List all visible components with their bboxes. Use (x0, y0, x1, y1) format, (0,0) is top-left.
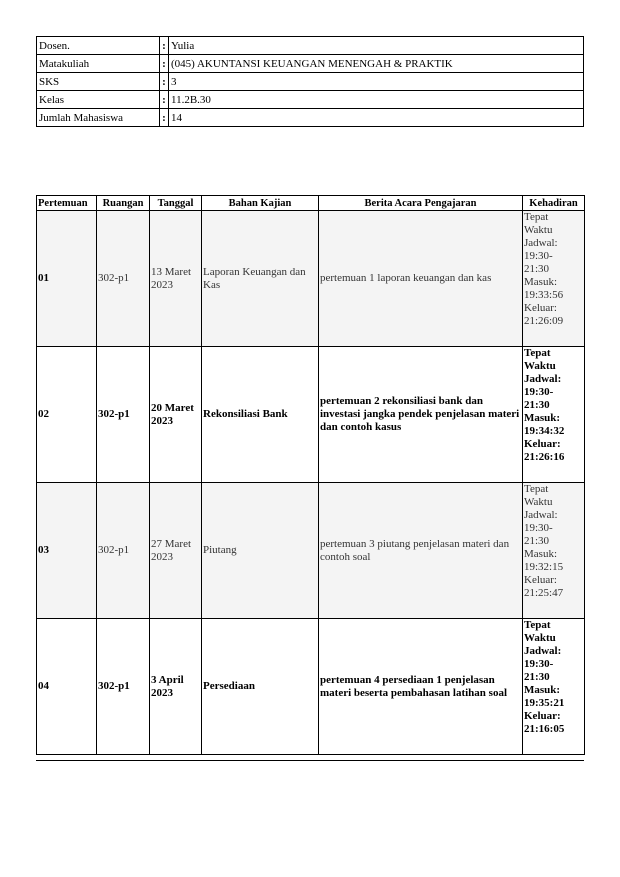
info-label: Kelas (37, 91, 160, 109)
info-label: Dosen. (37, 37, 160, 55)
att-line: Tepat (524, 347, 551, 359)
att-line: Waktu (524, 224, 553, 236)
info-value: (045) AKUNTANSI KEUANGAN MENENGAH & PRAKTIK (169, 55, 584, 73)
att-line: Jadwal: (524, 373, 562, 385)
att-line: 21:30 (524, 535, 550, 547)
att-line: 21:16:05 (524, 723, 565, 735)
cell-tanggal: 20 Maret 2023 (150, 347, 202, 483)
header-kehadiran: Kehadiran (523, 196, 585, 211)
att-line: Masuk: (524, 548, 557, 560)
cell-ruangan: 302-p1 (97, 211, 150, 347)
table-row (37, 347, 585, 483)
cell-bahan-kajian: Piutang (202, 483, 319, 619)
att-line: Masuk: (524, 412, 561, 424)
att-line: 21:25:47 (524, 587, 564, 599)
att-line: Tepat (524, 619, 551, 631)
att-line: 19:30- (524, 250, 553, 262)
att-line: Waktu (524, 360, 556, 372)
att-line: 19:33:56 (524, 289, 564, 301)
schedule-header-row (37, 196, 585, 211)
info-value: 3 (169, 73, 584, 91)
att-line: 19:30- (524, 522, 553, 534)
info-row-jumlah-mahasiswa (37, 109, 584, 127)
table-row (37, 483, 585, 619)
info-row-dosen (37, 37, 584, 55)
info-separator: : (160, 91, 169, 109)
att-line: 21:30 (524, 671, 550, 683)
header-bahan-kajian: Bahan Kajian (202, 196, 319, 211)
info-row-matakuliah (37, 55, 584, 73)
cell-bahan-kajian: Laporan Keuangan dan Kas (202, 211, 319, 347)
table-row (37, 211, 585, 347)
cell-bahan-kajian: Rekonsiliasi Bank (202, 347, 319, 483)
info-label: Matakuliah (37, 55, 160, 73)
header-berita-acara: Berita Acara Pengajaran (319, 196, 523, 211)
att-line: Keluar: (524, 438, 561, 450)
att-line: Tepat (524, 211, 549, 223)
cell-ruangan: 302-p1 (97, 619, 150, 755)
cell-pertemuan: 02 (37, 347, 97, 483)
table-row (37, 619, 585, 755)
info-separator: : (160, 37, 169, 55)
att-line: 21:30 (524, 263, 550, 275)
att-line: Tepat (524, 483, 549, 495)
att-line: Masuk: (524, 684, 561, 696)
att-line: 21:30 (524, 399, 550, 411)
att-line: 19:30- (524, 658, 554, 670)
att-line: 19:35:21 (524, 697, 565, 709)
att-line: 19:32:15 (524, 561, 564, 573)
info-value: Yulia (169, 37, 584, 55)
info-value: 14 (169, 109, 584, 127)
cell-kehadiran (523, 211, 585, 347)
att-line: Jadwal: (524, 509, 558, 521)
header-tanggal: Tanggal (150, 196, 202, 211)
att-line: Keluar: (524, 710, 561, 722)
info-separator: : (160, 73, 169, 91)
cell-berita-acara: pertemuan 2 rekonsiliasi bank dan investasi jangka pendek penjelasan materi dan contoh kasus (319, 347, 523, 483)
cell-kehadiran (523, 483, 585, 619)
cell-ruangan: 302-p1 (97, 483, 150, 619)
att-line: 21:26:16 (524, 451, 565, 463)
header-pertemuan: Pertemuan (37, 196, 97, 211)
cell-kehadiran (523, 347, 585, 483)
cell-pertemuan: 01 (37, 211, 97, 347)
att-line: 19:30- (524, 386, 554, 398)
cell-bahan-kajian: Persediaan (202, 619, 319, 755)
att-line: Waktu (524, 496, 553, 508)
info-separator: : (160, 55, 169, 73)
info-label: SKS (37, 73, 160, 91)
att-line: Masuk: (524, 276, 557, 288)
att-line: 21:26:09 (524, 315, 564, 327)
header-ruangan: Ruangan (97, 196, 150, 211)
cell-ruangan: 302-p1 (97, 347, 150, 483)
att-line: Jadwal: (524, 645, 562, 657)
info-value: 11.2B.30 (169, 91, 584, 109)
cell-pertemuan: 03 (37, 483, 97, 619)
info-row-sks (37, 73, 584, 91)
cell-kehadiran (523, 619, 585, 755)
cell-berita-acara: pertemuan 1 laporan keuangan dan kas (319, 211, 523, 347)
info-label: Jumlah Mahasiswa (37, 109, 160, 127)
cell-berita-acara: pertemuan 4 persediaan 1 penjelasan materi beserta pembahasan latihan soal (319, 619, 523, 755)
att-line: Keluar: (524, 574, 557, 586)
info-row-kelas (37, 91, 584, 109)
cell-berita-acara: pertemuan 3 piutang penjelasan materi dan contoh soal (319, 483, 523, 619)
cell-tanggal: 27 Maret 2023 (150, 483, 202, 619)
att-line: Keluar: (524, 302, 557, 314)
table-bottom-divider (36, 760, 584, 761)
info-separator: : (160, 109, 169, 127)
att-line: Waktu (524, 632, 556, 644)
cell-tanggal: 3 April 2023 (150, 619, 202, 755)
cell-pertemuan: 04 (37, 619, 97, 755)
cell-tanggal: 13 Maret 2023 (150, 211, 202, 347)
schedule-table (36, 195, 585, 755)
course-info-table (36, 36, 584, 127)
att-line: Jadwal: (524, 237, 558, 249)
att-line: 19:34:32 (524, 425, 565, 437)
